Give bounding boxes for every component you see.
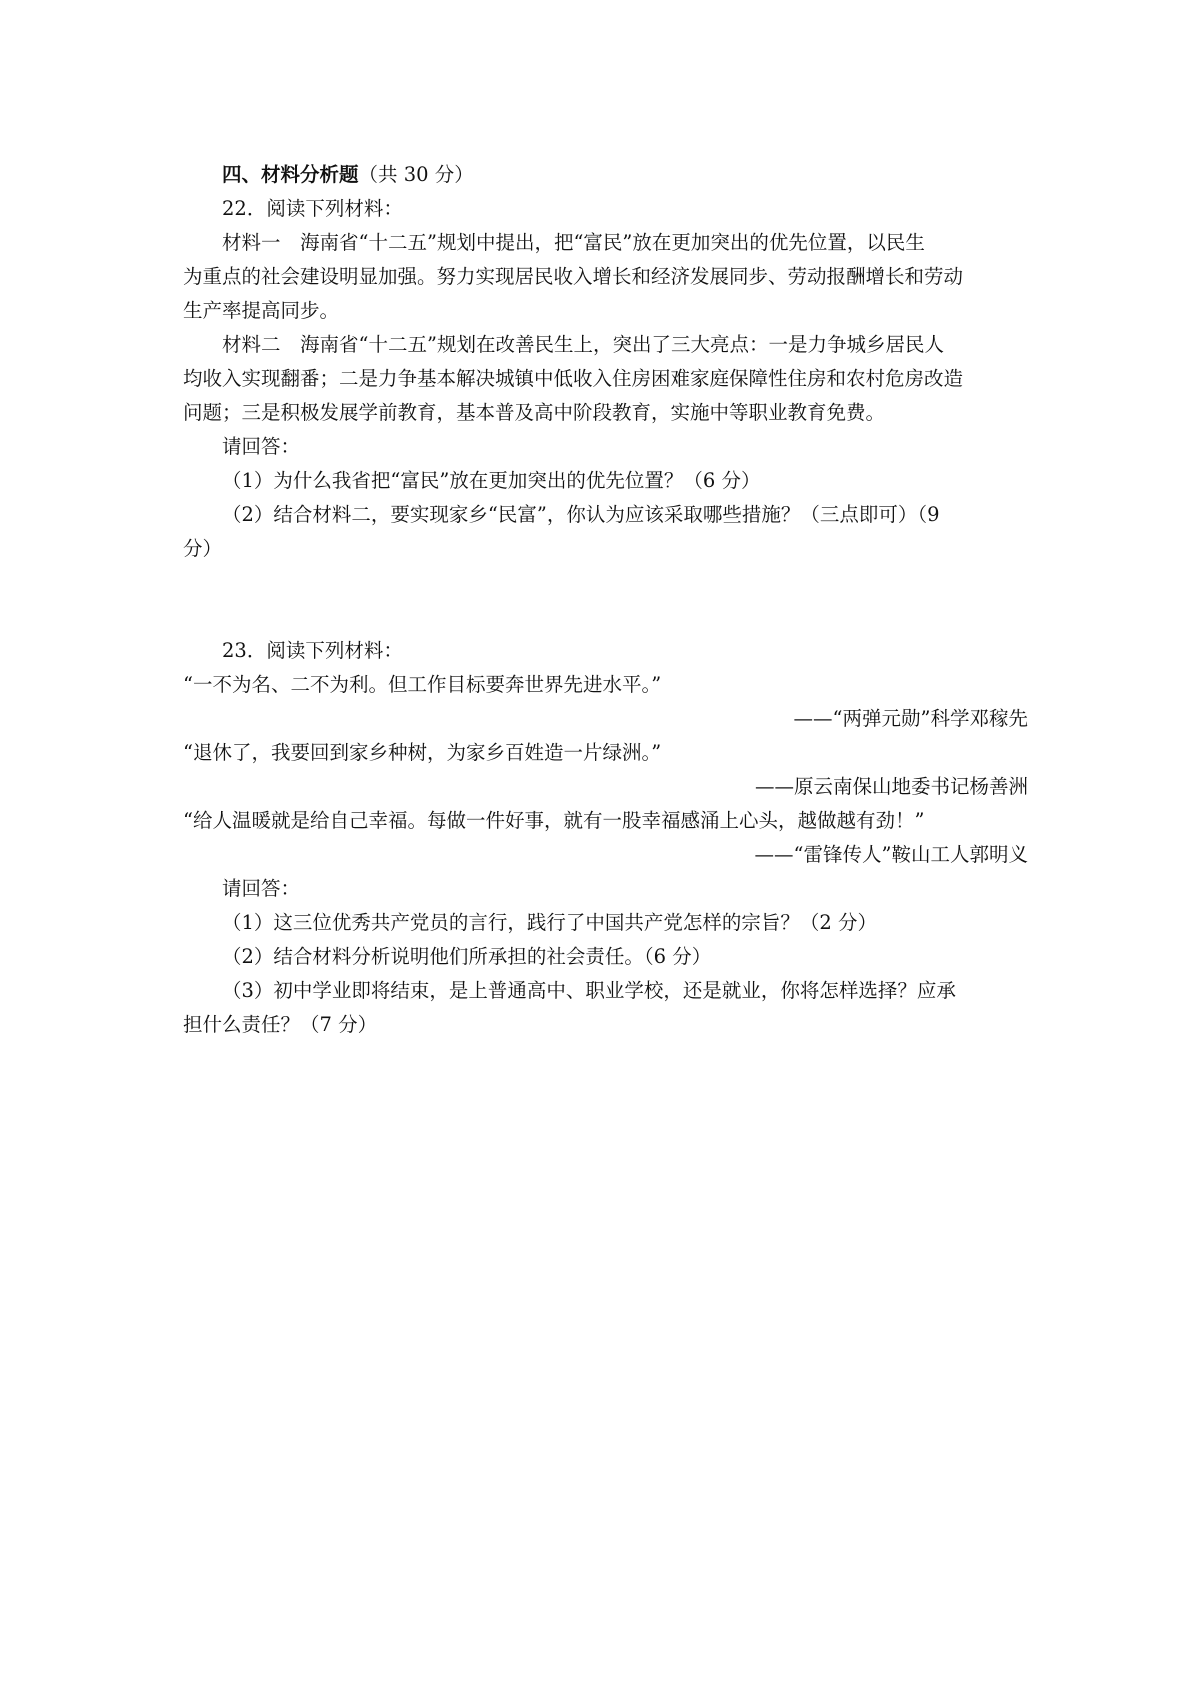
q23-quote-1-source: ——“两弹元勋”科学邓稼先 [793,707,1028,730]
q22-question-2-line-2: 分） [183,537,223,560]
q22-question-2-line-1: （2）结合材料二，要实现家乡“民富”，你认为应该采取哪些措施？（三点即可）（9 [222,503,940,526]
q23-quote-3 [183,804,1028,872]
q23-intro: 23．阅读下列材料： [222,639,403,662]
q22-question-1: （1）为什么我省把“富民”放在更加突出的优先位置？（6 分） [222,469,761,492]
document-content [183,158,1028,1042]
q23-question-1: （1）这三位优秀共产党员的言行，践行了中国共产党怎样的宗旨？（2 分） [222,911,878,934]
q22-material-1-line-3: 生产率提高同步。 [183,299,340,322]
q23-quote-2 [183,736,1028,804]
q23-question-3-line-2: 担什么责任？（7 分） [183,1013,378,1036]
q23-prompt: 请回答： [222,877,301,900]
q22-prompt: 请回答： [222,435,301,458]
q22-material-2-line-1: 材料二 海南省“十二五”规划在改善民生上，突出了三大亮点：一是力争城乡居民人 [222,333,944,356]
q23-question-3-line-1: （3）初中学业即将结束，是上普通高中、职业学校，还是就业，你将怎样选择？应承 [222,979,956,1002]
q22-material-2 [183,328,1028,430]
q23-quote-1-text: “一不为名、二不为利。但工作目标要奔世界先进水平。” [183,673,662,696]
q23-quote-2-source: ——原云南保山地委书记杨善洲 [754,775,1028,798]
q23-question-2: （2）结合材料分析说明他们所承担的社会责任。（6 分） [222,945,712,968]
section-heading [183,158,1028,192]
q23-quote-1 [183,668,1028,736]
q22-intro: 22．阅读下列材料： [222,197,403,220]
section-title: 四、材料分析题 [222,163,359,186]
q22-material-1-line-1: 材料一 海南省“十二五”规划中提出，把“富民”放在更加突出的优先位置，以民生 [222,231,925,254]
q22-material-2-line-3: 问题；三是积极发展学前教育，基本普及高中阶段教育，实施中等职业教育免费。 [183,401,886,424]
q23-quote-3-text: “给人温暖就是给自己幸福。每做一件好事，就有一股幸福感涌上心头，越做越有劲！” [183,809,925,832]
q22-material-1 [183,226,1028,328]
section-points: （共 30 分） [358,163,474,186]
question-spacer [183,566,1028,634]
q22-material-1-line-2: 为重点的社会建设明显加强。努力实现居民收入增长和经济发展同步、劳动报酬增长和劳动 [183,265,964,288]
q23-quote-3-source: ——“雷锋传人”鞍山工人郭明义 [754,843,1028,866]
q22-material-2-line-2: 均收入实现翻番；二是力争基本解决城镇中低收入住房困难家庭保障性住房和农村危房改造 [183,367,964,390]
q23-quote-2-text: “退休了，我要回到家乡种树，为家乡百姓造一片绿洲。” [183,741,662,764]
